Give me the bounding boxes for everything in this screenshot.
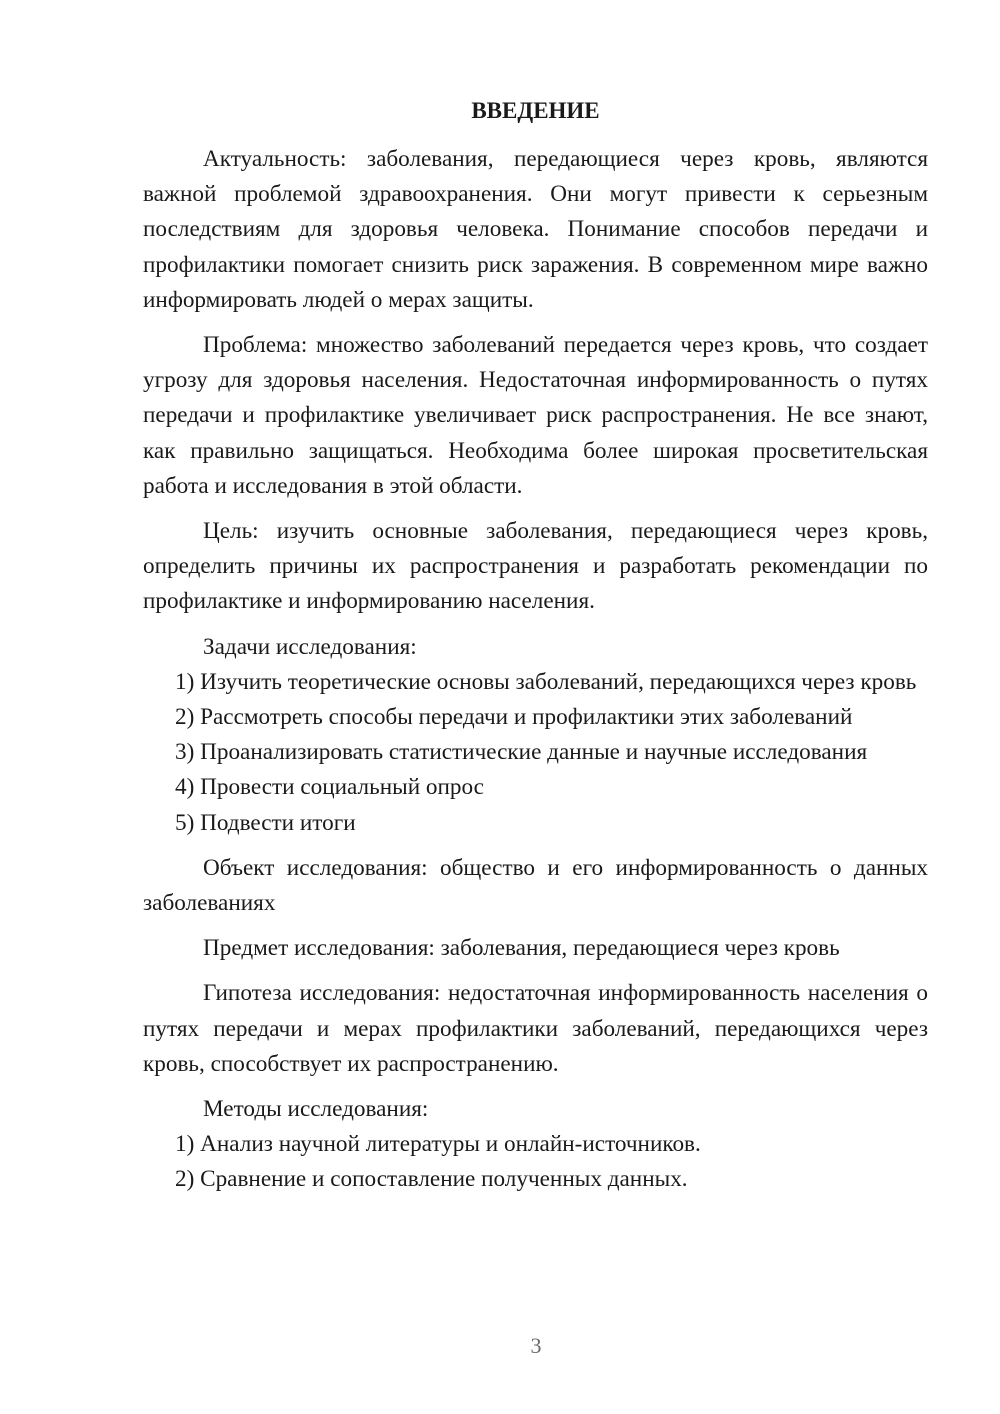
object-paragraph: Объект исследования: общество и его информированность о данных заболеваниях <box>143 854 928 917</box>
relevance-paragraph: Актуальность: заболевания, передающиеся через кровь, являются важной проблемой здравоохранения. Они могут привести к серьезным последствиям для здоровья человека. Понимание способов передачи и профилактики помогает снизить риск заражения. В современном мире важно информировать людей о мерах защиты. <box>143 146 928 313</box>
task-item: 4) Провести социальный опрос <box>175 774 484 801</box>
methods-heading: Методы исследования: <box>203 1096 429 1123</box>
problem-paragraph: Проблема: множество заболеваний передается через кровь, что создает угрозу для здоровья населения. Недостаточная информированность о путях передачи и профилактике увеличивает риск распространения. Не все знают, как правильно защищаться. Необходима более широкая просветительская работа и исследования в этой области. <box>143 332 928 499</box>
goal-paragraph: Цель: изучить основные заболевания, передающиеся через кровь, определить причины их распространения и разработать рекомендации по профилактике и информированию населения. <box>143 518 928 615</box>
tasks-heading: Задачи исследования: <box>203 633 417 660</box>
method-item: 2) Сравнение и сопоставление полученных данных. <box>175 1166 688 1193</box>
task-item: 5) Подвести итоги <box>175 809 356 836</box>
section-title: ВВЕДЕНИЕ <box>471 98 600 123</box>
subject-paragraph: Предмет исследования: заболевания, передающиеся через кровь <box>203 935 840 962</box>
method-item: 1) Анализ научной литературы и онлайн-источников. <box>175 1131 701 1158</box>
introduction-body <box>143 142 928 1198</box>
task-item: 3) Проанализировать статистические данные и научные исследования <box>175 739 868 766</box>
task-item: 1) Изучить теоретические основы заболеваний, передающихся через кровь <box>175 668 917 695</box>
hypothesis-paragraph: Гипотеза исследования: недостаточная информированность населения о путях передачи и мерах профилактики заболеваний, передающихся через кровь, способствует их распространению. <box>143 980 928 1077</box>
task-item: 2) Рассмотреть способы передачи и профилактики этих заболеваний <box>175 704 853 731</box>
page-number: 3 <box>530 1333 542 1358</box>
